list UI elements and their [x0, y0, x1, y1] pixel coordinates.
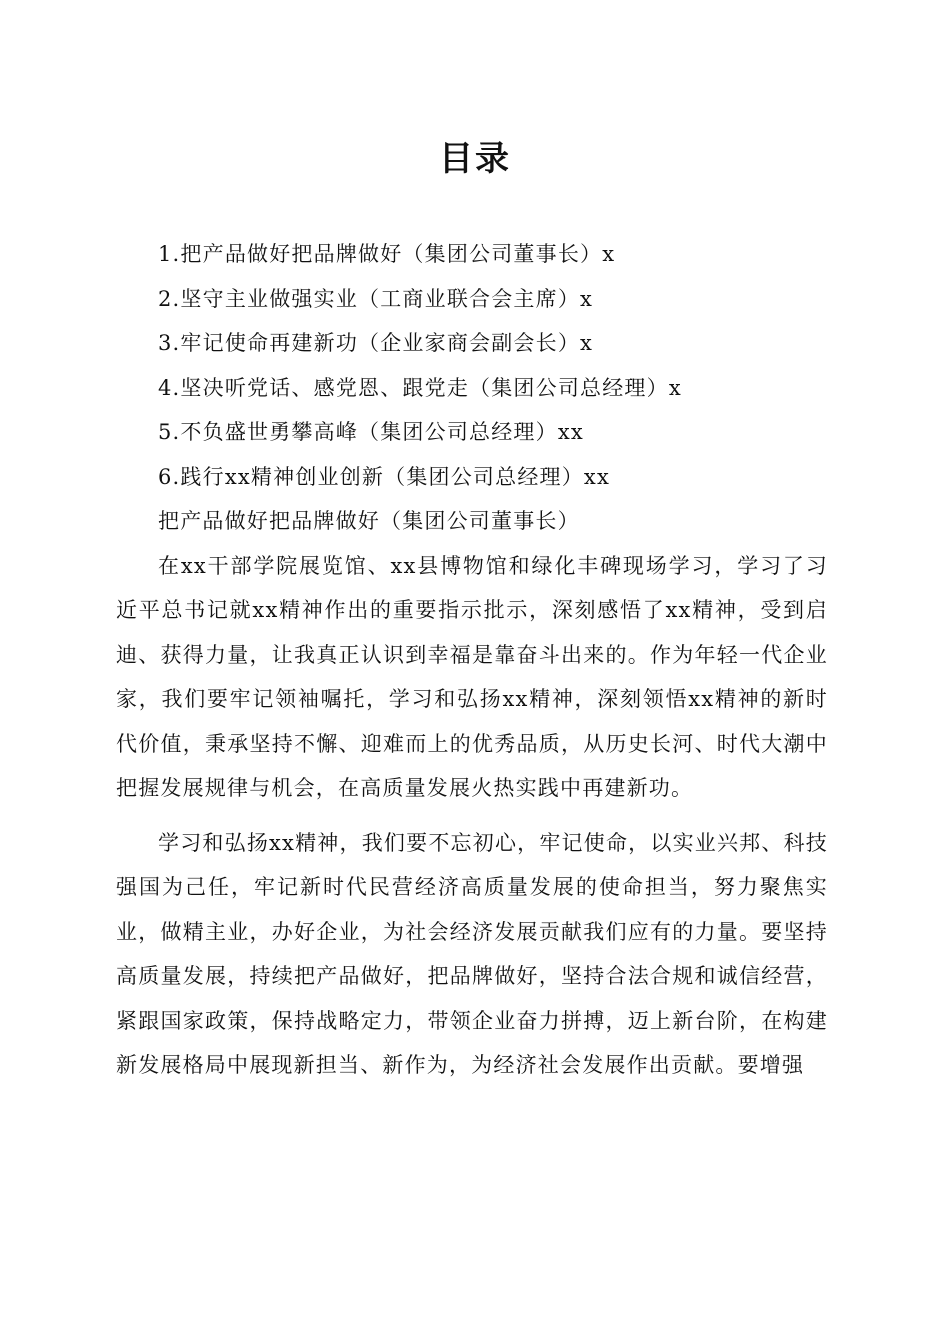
toc-item: 3.牢记使命再建新功（企业家商会副会长）x — [158, 331, 594, 355]
toc-item: 1.把产品做好把品牌做好（集团公司董事长）x — [158, 242, 616, 266]
page-title: 目录 — [439, 139, 511, 179]
article-paragraph: 在xx干部学院展览馆、xx县博物馆和绿化丰碑现场学习，学习了习近平总书记就xx精神作出的重要指示批示，深刻感悟了xx精神，受到启迪、获得力量，让我真正认识到幸福是靠奋斗出来的。作为年轻一代企业家，我们要牢记领袖嘱托，学习和弘扬xx精神，深刻领悟xx精神的新时代价值，秉承坚持不懈、迎难而上的优秀品质，从历史长河、时代大潮中把握发展规律与机会，在高质量发展火热实践中再建新功。 — [116, 553, 828, 800]
table-of-contents — [158, 232, 838, 499]
article-paragraph: 学习和弘扬xx精神，我们要不忘初心，牢记使命，以实业兴邦、科技强国为己任，牢记新时代民营经济高质量发展的使命担当，努力聚焦实业，做精主业，办好企业，为社会经济发展贡献我们应有的力量。要坚持高质量发展，持续把产品做好，把品牌做好，坚持合法合规和诚信经营，紧跟国家政策，保持战略定力，带领企业奋力拼搏，迈上新台阶，在构建新发展格局中展现新担当、新作为，为经济社会发展作出贡献。要增强 — [116, 830, 828, 1077]
article-title: 把产品做好把品牌做好（集团公司董事长） — [158, 509, 580, 533]
toc-item: 2.坚守主业做强实业（工商业联合会主席）x — [158, 286, 594, 311]
toc-item: 4.坚决听党话、感党恩、跟党走（集团公司总经理）x — [158, 375, 682, 400]
toc-item: 6.践行xx精神创业创新（集团公司总经理）xx — [158, 464, 611, 489]
toc-item: 5.不负盛世勇攀高峰（集团公司总经理）xx — [158, 420, 584, 444]
article-body — [116, 499, 828, 1088]
